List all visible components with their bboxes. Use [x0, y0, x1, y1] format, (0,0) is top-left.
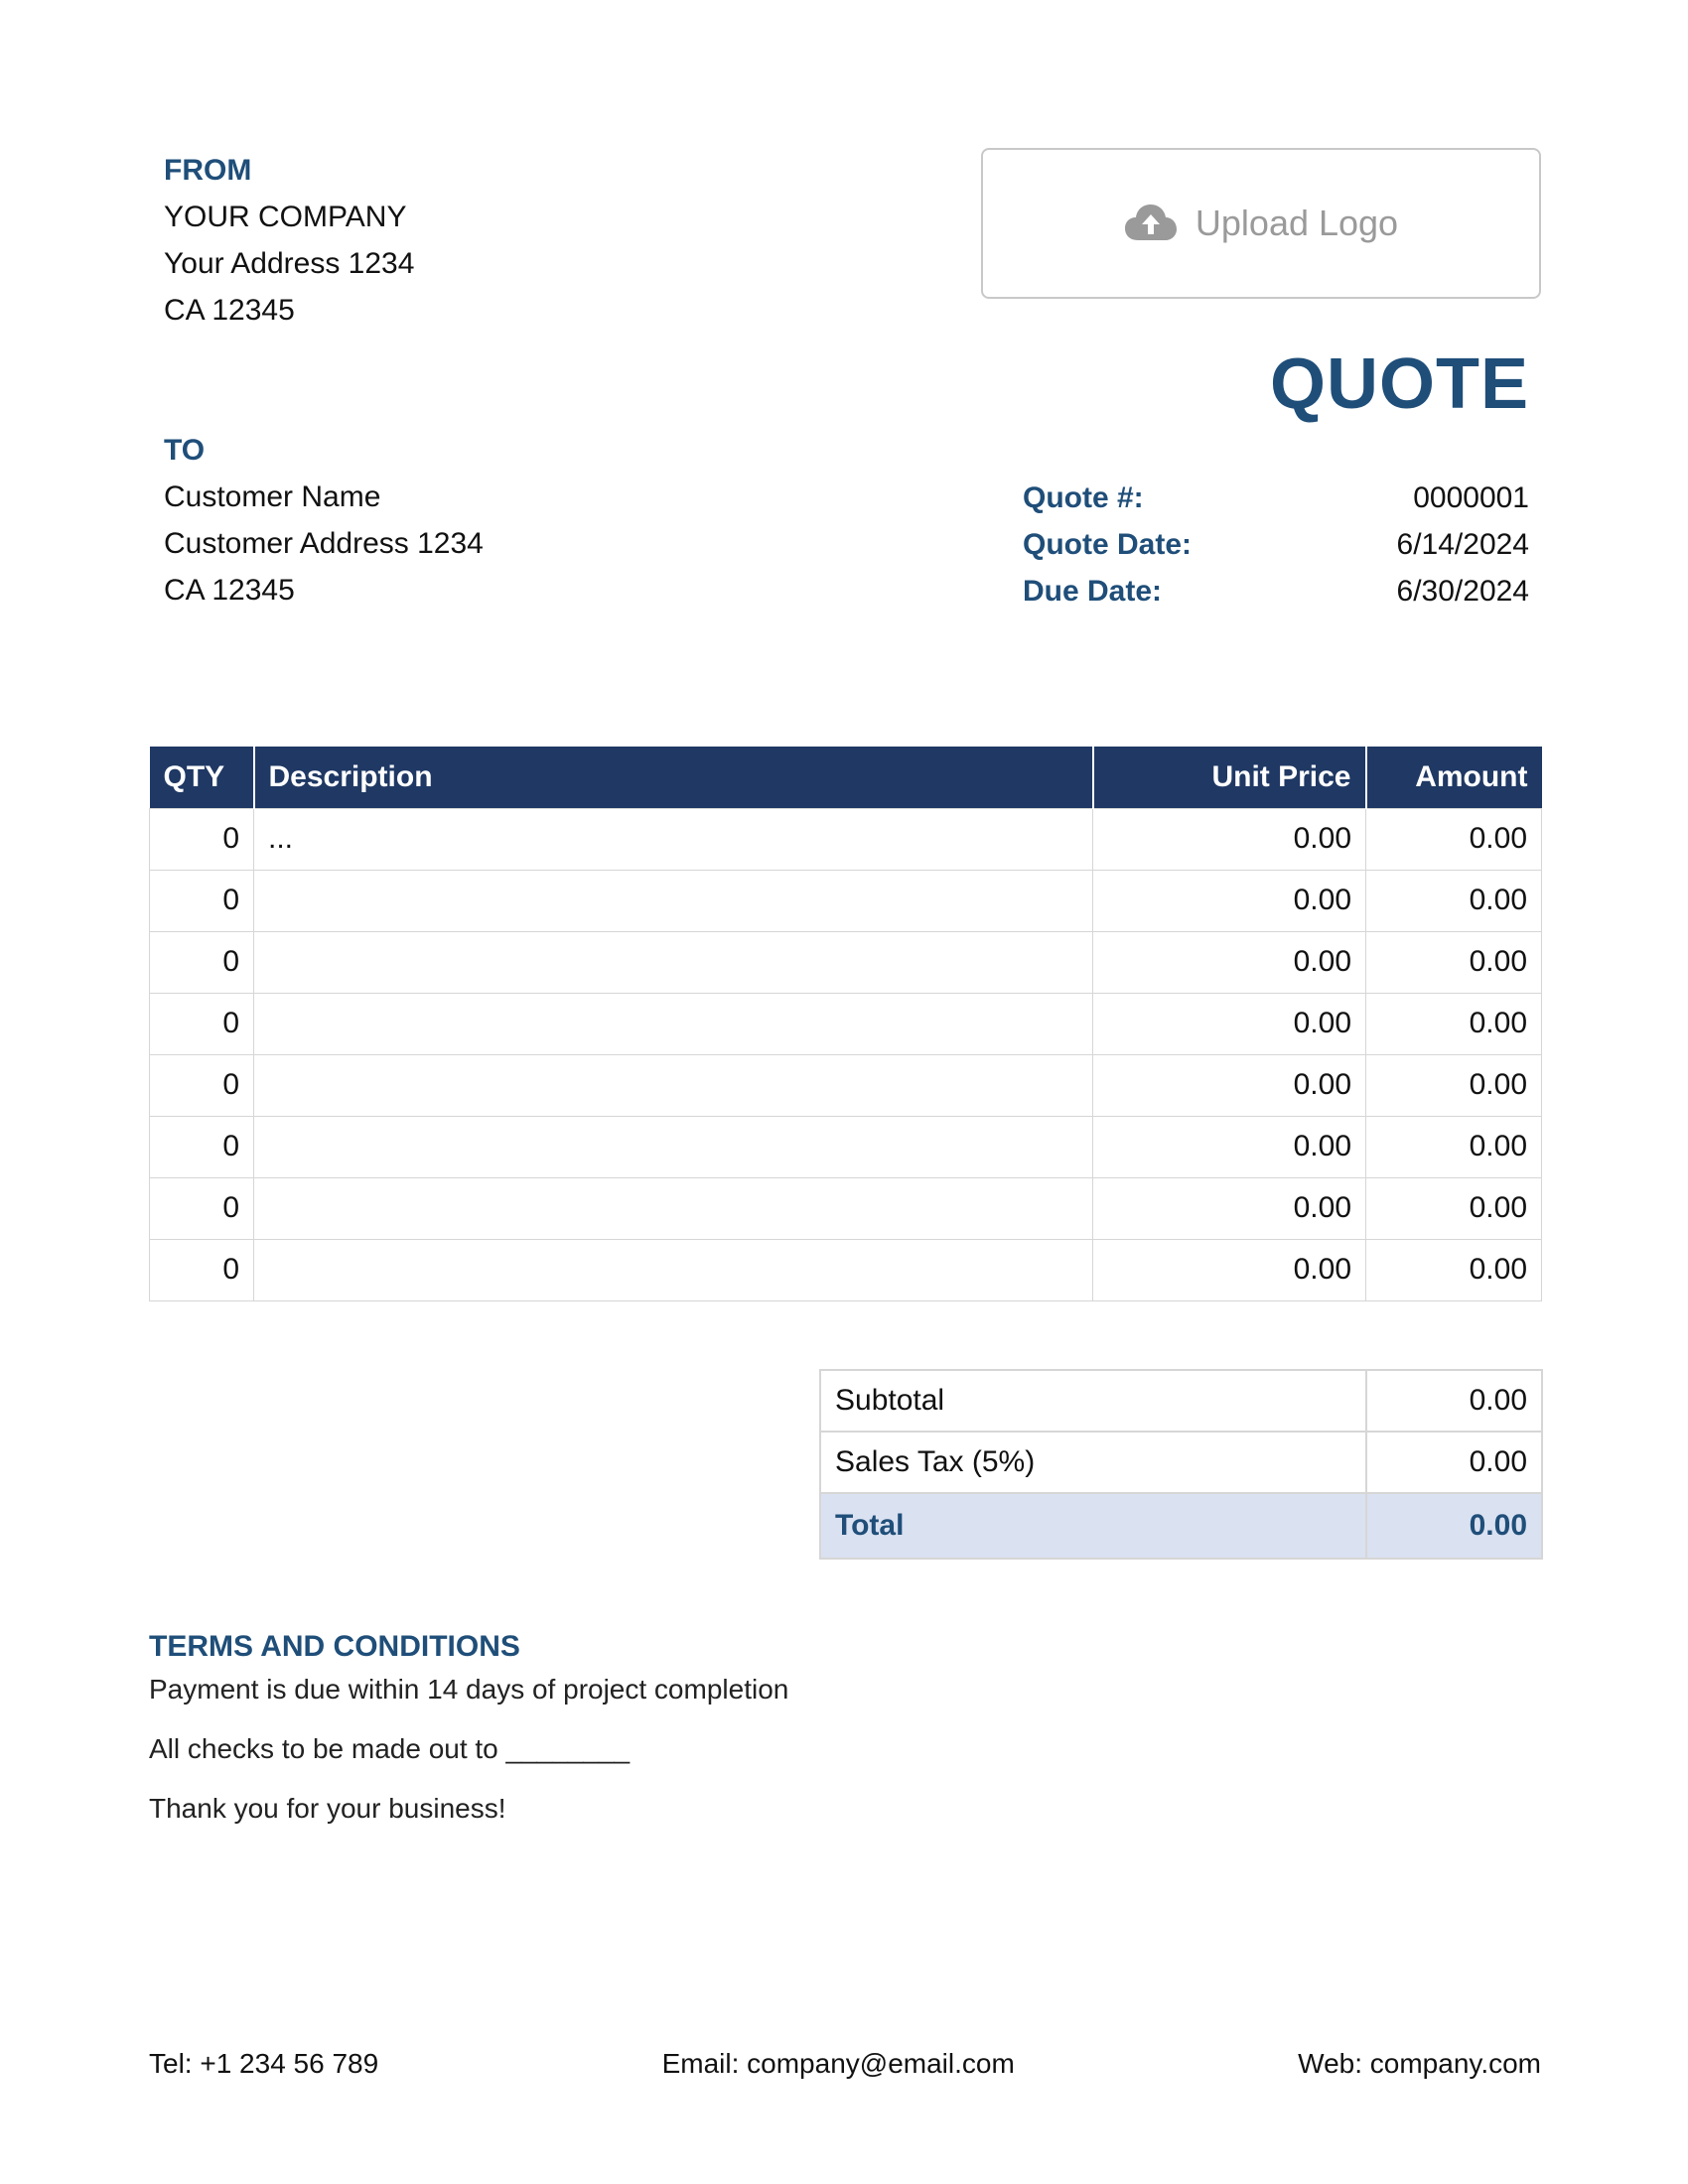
qty-cell[interactable]: 0	[150, 1054, 254, 1116]
quote-number-value: 0000001	[1413, 481, 1529, 514]
total-value: 0.00	[1366, 1493, 1542, 1559]
unit-price-cell[interactable]: 0.00	[1093, 1054, 1366, 1116]
amount-cell: 0.00	[1366, 870, 1542, 931]
amount-cell: 0.00	[1366, 1177, 1542, 1239]
from-company: YOUR COMPANY	[164, 201, 407, 233]
unit-price-cell[interactable]: 0.00	[1093, 931, 1366, 993]
subtotal-row	[820, 1370, 1542, 1432]
description-cell[interactable]	[254, 1054, 1093, 1116]
due-date-row	[1023, 568, 1529, 614]
table-row	[150, 870, 1542, 931]
qty-cell[interactable]: 0	[150, 1239, 254, 1300]
unit-price-cell[interactable]: 0.00	[1093, 1239, 1366, 1300]
table-row	[150, 931, 1542, 993]
upload-logo-label: Upload Logo	[1195, 203, 1399, 243]
quote-meta	[1023, 475, 1529, 614]
description-cell[interactable]	[254, 870, 1093, 931]
description-cell[interactable]	[254, 931, 1093, 993]
header-qty: QTY	[150, 747, 254, 808]
customer-name: Customer Name	[164, 480, 381, 513]
from-address: Your Address 1234	[164, 247, 415, 280]
terms-heading: TERMS AND CONDITIONS	[149, 1630, 520, 1663]
table-row	[150, 993, 1542, 1054]
header-unit-price: Unit Price	[1093, 747, 1366, 808]
sales-tax-label: Sales Tax (5%)	[820, 1432, 1366, 1493]
quote-date-row	[1023, 521, 1529, 568]
customer-address: Customer Address 1234	[164, 527, 484, 560]
unit-price-cell[interactable]: 0.00	[1093, 1116, 1366, 1177]
cloud-upload-icon	[1124, 203, 1178, 244]
to-block	[164, 427, 484, 614]
amount-cell: 0.00	[1366, 931, 1542, 993]
table-row	[150, 1054, 1542, 1116]
table-row	[150, 1177, 1542, 1239]
total-row	[820, 1493, 1542, 1559]
description-cell[interactable]	[254, 1177, 1093, 1239]
line-items-table	[149, 747, 1542, 1301]
amount-cell: 0.00	[1366, 1054, 1542, 1116]
terms-section	[149, 1624, 788, 1848]
unit-price-cell[interactable]: 0.00	[1093, 1177, 1366, 1239]
qty-cell[interactable]: 0	[150, 993, 254, 1054]
table-row	[150, 808, 1542, 870]
due-date-label: Due Date:	[1023, 575, 1163, 608]
upload-logo-button[interactable]	[981, 148, 1541, 299]
quote-number-row	[1023, 475, 1529, 521]
subtotal-value: 0.00	[1366, 1370, 1542, 1432]
qty-cell[interactable]: 0	[150, 1177, 254, 1239]
from-city: CA 12345	[164, 294, 295, 327]
footer-email: Email: company@email.com	[661, 2048, 1015, 2079]
due-date-value: 6/30/2024	[1396, 575, 1529, 608]
qty-cell[interactable]: 0	[150, 931, 254, 993]
description-cell[interactable]: ...	[254, 808, 1093, 870]
terms-line: Payment is due within 14 days of project completion	[149, 1674, 789, 1705]
amount-cell: 0.00	[1366, 808, 1542, 870]
from-label: FROM	[164, 154, 252, 187]
unit-price-cell[interactable]: 0.00	[1093, 993, 1366, 1054]
footer-web: Web: company.com	[1298, 2048, 1541, 2079]
amount-cell: 0.00	[1366, 1116, 1542, 1177]
subtotal-label: Subtotal	[820, 1370, 1366, 1432]
unit-price-cell[interactable]: 0.00	[1093, 808, 1366, 870]
amount-cell: 0.00	[1366, 993, 1542, 1054]
sales-tax-value: 0.00	[1366, 1432, 1542, 1493]
sales-tax-row	[820, 1432, 1542, 1493]
customer-city: CA 12345	[164, 574, 295, 607]
description-cell[interactable]	[254, 993, 1093, 1054]
description-cell[interactable]	[254, 1239, 1093, 1300]
quote-date-label: Quote Date:	[1023, 528, 1193, 561]
header-amount: Amount	[1366, 747, 1542, 808]
from-block	[164, 147, 414, 334]
quote-date-value: 6/14/2024	[1396, 528, 1529, 561]
total-label: Total	[820, 1493, 1366, 1559]
amount-cell: 0.00	[1366, 1239, 1542, 1300]
description-cell[interactable]	[254, 1116, 1093, 1177]
terms-line: Thank you for your business!	[149, 1793, 506, 1824]
table-header-row	[150, 747, 1542, 808]
table-row	[150, 1116, 1542, 1177]
qty-cell[interactable]: 0	[150, 808, 254, 870]
terms-line: All checks to be made out to ________	[149, 1733, 631, 1764]
unit-price-cell[interactable]: 0.00	[1093, 870, 1366, 931]
totals-table	[819, 1369, 1543, 1560]
header-description: Description	[254, 747, 1093, 808]
document-title: QUOTE	[1269, 344, 1529, 424]
to-label: TO	[164, 434, 206, 467]
qty-cell[interactable]: 0	[150, 1116, 254, 1177]
qty-cell[interactable]: 0	[150, 870, 254, 931]
footer	[149, 2048, 1541, 2080]
table-row	[150, 1239, 1542, 1300]
footer-tel: Tel: +1 234 56 789	[149, 2048, 379, 2079]
quote-number-label: Quote #:	[1023, 481, 1144, 514]
